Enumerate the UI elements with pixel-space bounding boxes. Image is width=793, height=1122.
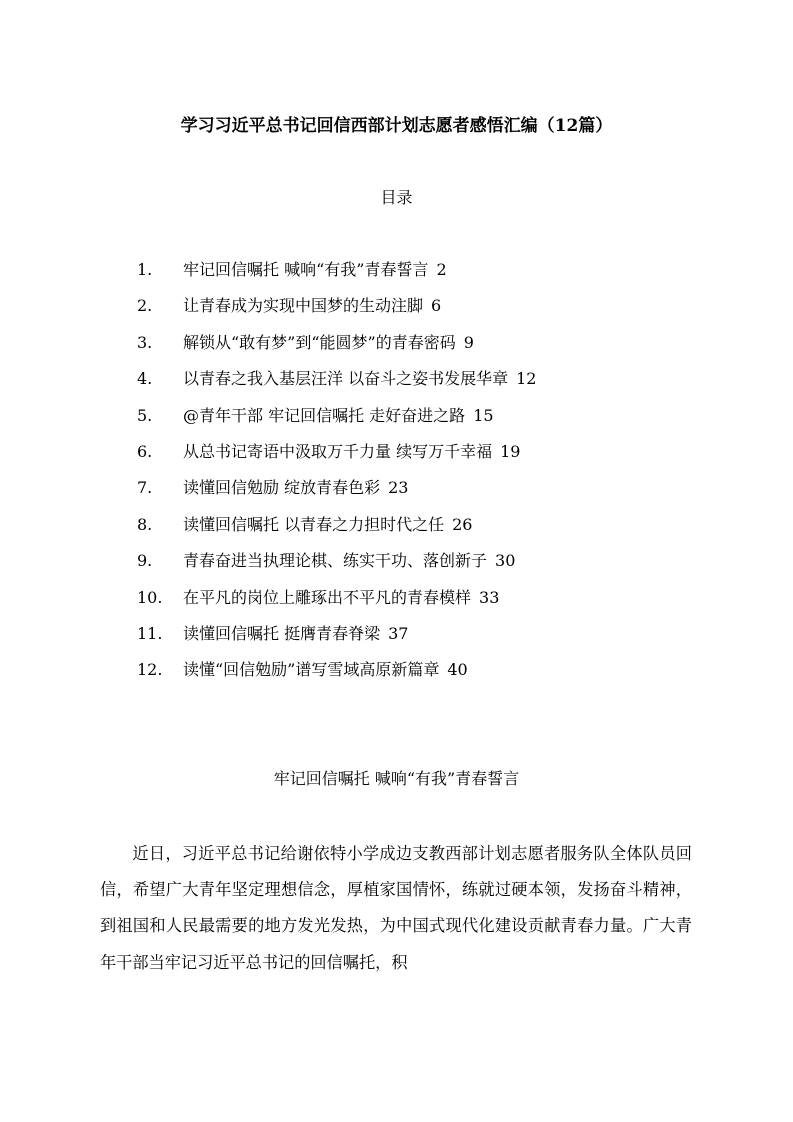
toc-item-5[interactable] [0, 404, 793, 440]
toc-title: 解锁从“敢有梦”到“能圆梦”的青春密码 [183, 332, 456, 352]
toc-number: 1. [137, 260, 153, 279]
toc-entry [183, 367, 536, 391]
toc-item-8[interactable] [0, 513, 793, 549]
toc-number: 6. [137, 441, 153, 461]
toc-item-1[interactable] [0, 258, 793, 294]
toc-item-4[interactable] [0, 367, 793, 403]
toc-page-number: 40 [447, 660, 468, 680]
toc-page-number: 15 [473, 405, 494, 425]
toc-item-9[interactable] [0, 549, 793, 585]
toc-title: 读懂回信嘱托 以青春之力担时代之任 [183, 514, 445, 534]
toc-number: 7. [137, 478, 153, 498]
toc-item-11[interactable] [0, 622, 793, 658]
toc-entry [183, 331, 474, 355]
toc-title: 以青春之我入基层汪洋 以奋斗之姿书发展华章 [183, 369, 509, 389]
toc-number: 8. [137, 514, 153, 534]
toc-number: 12. [137, 660, 163, 680]
toc-number: 9. [137, 551, 153, 571]
toc-number: 4. [137, 369, 153, 389]
toc-entry [183, 549, 515, 573]
toc-page-number: 23 [388, 478, 409, 498]
document-title: 学习习近平总书记回信西部计划志愿者感悟汇编（12篇） [180, 116, 613, 136]
toc-page-number: 9 [463, 332, 474, 352]
toc-number: 10. [137, 587, 163, 607]
toc-title: 在平凡的岗位上雕琢出不平凡的青春模样 [183, 587, 472, 607]
toc-entry [183, 622, 408, 646]
toc-page-number: 2 [436, 260, 447, 279]
toc-item-10[interactable] [0, 586, 793, 622]
toc-title: 牢记回信嘱托 喊响“有我”青春誓言 [183, 260, 429, 279]
toc-title: 读懂“回信勉励”谱写雪域高原新篇章 [183, 660, 440, 680]
toc-item-7[interactable] [0, 476, 793, 512]
toc-entry [183, 440, 520, 464]
toc-page-number: 12 [516, 369, 537, 389]
toc-number: 3. [137, 332, 153, 352]
toc-entry [183, 404, 494, 428]
toc-page-number: 26 [452, 514, 473, 534]
toc-entry [183, 658, 468, 682]
toc-title: 让青春成为实现中国梦的生动注脚 [183, 296, 424, 316]
toc-title: 青春奋进当执理论棋、练实干功、落创新子 [183, 551, 488, 571]
toc-item-12[interactable] [0, 658, 793, 694]
toc-title: 从总书记寄语中汲取万千力量 续写万千幸福 [183, 441, 493, 461]
toc-page-number: 30 [495, 551, 516, 571]
toc-item-3[interactable] [0, 331, 793, 367]
toc-entry [183, 258, 447, 282]
toc-page-number: 19 [500, 441, 521, 461]
toc-number: 2. [137, 296, 153, 316]
toc-number: 5. [137, 405, 153, 425]
toc-title: @青年干部 牢记回信嘱托 走好奋进之路 [183, 405, 466, 425]
toc-item-2[interactable] [0, 294, 793, 330]
body-paragraph: 近日，习近平总书记给谢依特小学成边支教西部计划志愿者服务队全体队员回信，希望广大青年坚定理想信念，厚植家国情怀，练就过硬本领，发扬奋斗精神，到祖国和人民最需要的地方发光发热，为中国式现代化建设贡献青春力量。广大青年干部当牢记习近平总书记的回信嘱托，积 [100, 844, 692, 972]
toc-entry [183, 294, 441, 318]
toc-page-number: 33 [479, 587, 500, 607]
toc-heading: 目录 [380, 188, 413, 207]
table-of-contents [0, 258, 793, 695]
toc-page-number: 37 [388, 623, 409, 643]
toc-entry [183, 476, 408, 500]
toc-number: 11. [137, 623, 163, 643]
toc-entry [183, 513, 472, 537]
toc-page-number: 6 [431, 296, 442, 316]
toc-title: 读懂回信勉励 绽放青春色彩 [183, 478, 381, 498]
section-title: 牢记回信嘱托 喊响“有我”青春誓言 [273, 769, 520, 788]
toc-entry [183, 586, 499, 610]
toc-title: 读懂回信嘱托 挺膺青春脊梁 [183, 623, 381, 643]
toc-item-6[interactable] [0, 440, 793, 476]
